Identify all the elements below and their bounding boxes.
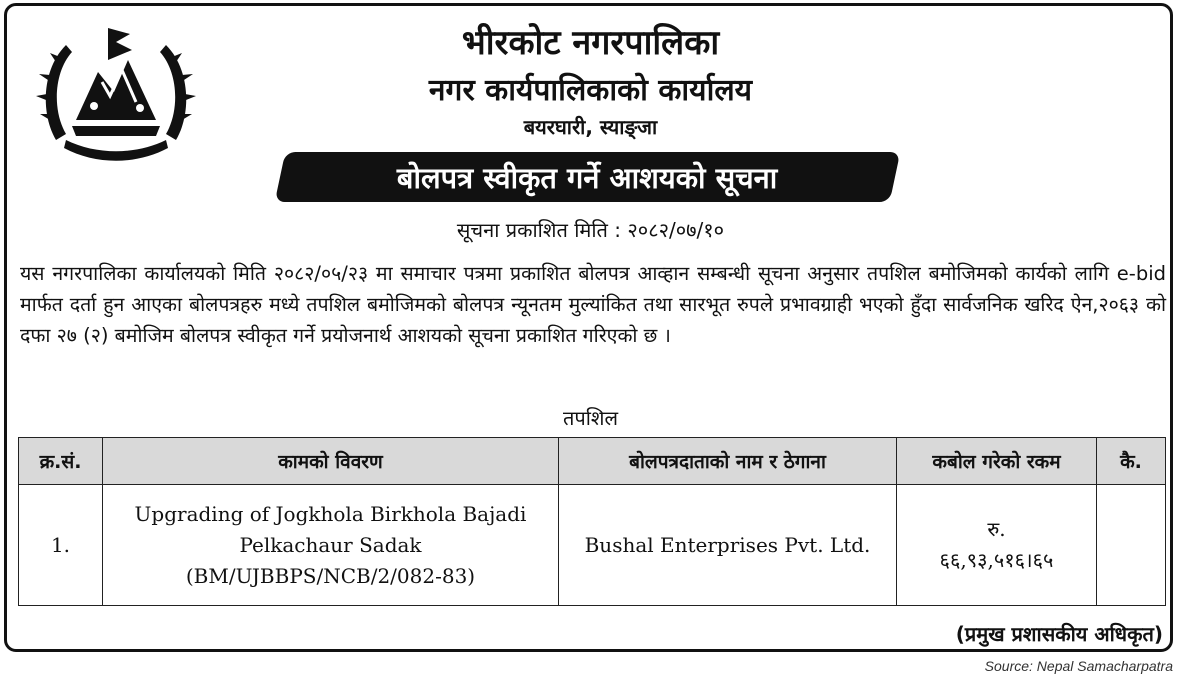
cell-bidder: Bushal Enterprises Pvt. Ltd. [559, 485, 897, 606]
table-heading: तपशिल [562, 406, 619, 430]
cell-amount [897, 485, 1097, 606]
cell-work-description [103, 485, 559, 606]
col-amount: कबोल गरेको रकम [897, 438, 1097, 485]
office-name: नगर कार्यपालिकाको कार्यालय [428, 73, 753, 108]
municipality-name: भीरकोट नगरपालिका [461, 23, 720, 63]
notice-body: यस नगरपालिका कार्यालयको मिति २०८२/०५/२३ मा समाचार पत्रमा प्रकाशित बोलपत्र आव्हान सम्बन्धी सूचना अनुसार तपशिल बमोजिमको कार्यको लागि e-bid मार्फत दर्ता हुन आएका बोलपत्रहरु मध्ये तपशिल बमोजिमको बोलपत्र न्यूनतम मुल्यांकित तथा सारभूत रुपले प्रभावग्राही भएको हुँदा सार्वजनिक खरिद ऐन,२०६३ को दफा २७ (२) बमोजिम बोलपत्र स्वीकृत गर्ने प्रयोजनार्थ आशयको सूचना प्रकाशित गरिएको छ । [20, 262, 1166, 347]
work-line: Upgrading of Jogkhola Birkhola Bajadi [134, 501, 527, 526]
notice-title: बोलपत्र स्वीकृत गर्ने आशयको सूचना [397, 160, 778, 195]
table-row [19, 485, 1166, 606]
tender-table [18, 437, 1166, 606]
work-line: (BM/UJBBPS/NCB/2/082-83) [185, 563, 476, 588]
notice-title-banner [275, 152, 901, 202]
col-bidder: बोलपत्रदाताको नाम र ठेगाना [559, 438, 897, 485]
col-remarks: कै. [1097, 438, 1166, 485]
table-header-row [19, 438, 1166, 485]
col-work-description: कामको विवरण [103, 438, 559, 485]
cell-remarks [1097, 485, 1166, 606]
amount-prefix: रु. [987, 517, 1006, 541]
col-serial: क्र.सं. [19, 438, 103, 485]
office-location: बयरघारी, स्याङ्जा [523, 115, 658, 139]
cell-serial: 1. [19, 485, 103, 606]
signatory: (प्रमुख प्रशासकीय अधिकृत) [955, 622, 1163, 646]
amount-value: ६६,९३,५१६।६५ [939, 548, 1054, 572]
work-line: Pelkachaur Sadak [239, 532, 422, 557]
source-credit: Source: Nepal Samacharpatra [984, 658, 1173, 674]
published-date: सूचना प्रकाशित मिति : २०८२/०७/१० [456, 218, 725, 242]
